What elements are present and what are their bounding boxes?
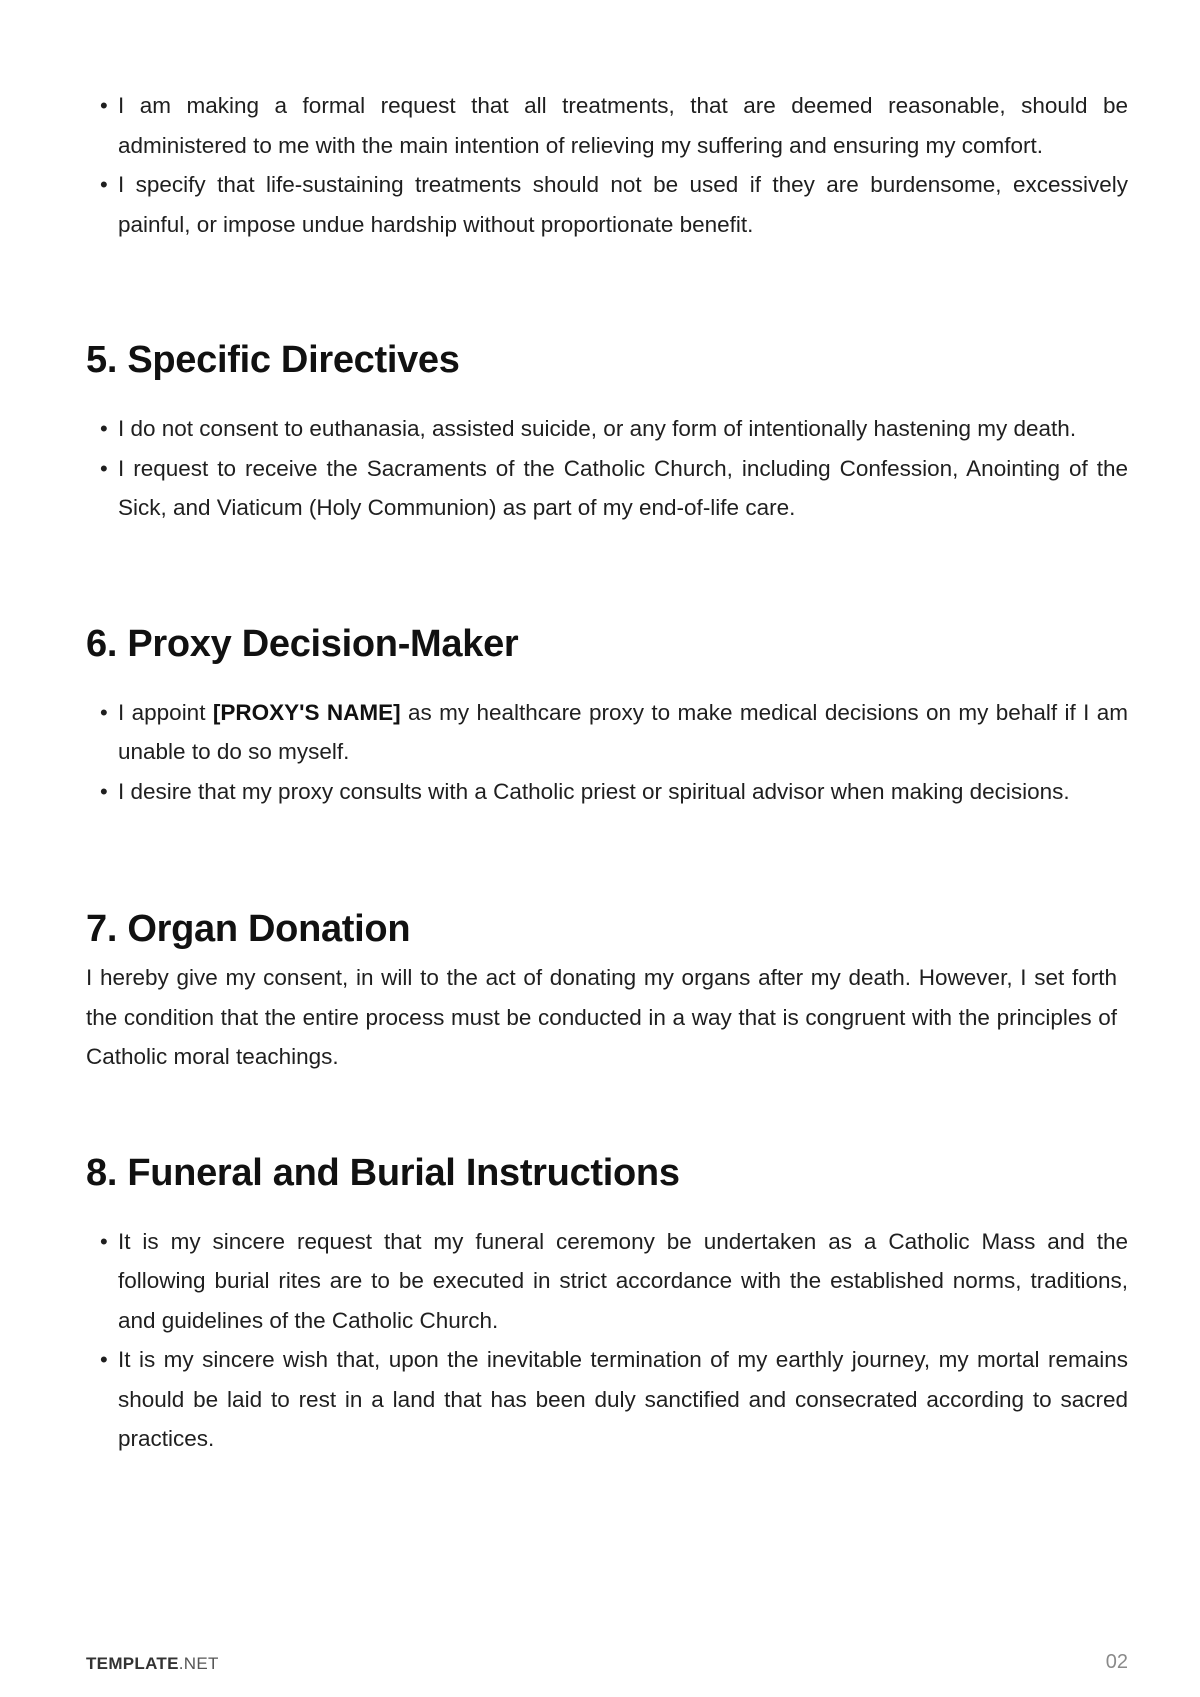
list-item: • I do not consent to euthanasia, assisted suicide, or any form of intentionally hastening my death. <box>118 409 1128 449</box>
list-item <box>118 693 1128 772</box>
section-4-bullet-list <box>86 86 1128 244</box>
document-page <box>86 86 1128 1459</box>
proxy-text-suffix: as my healthcare proxy to make medical decisions on my behalf if I am unable to do so myself. <box>118 699 1128 764</box>
list-item: • I desire that my proxy consults with a Catholic priest or spiritual advisor when making decisions. <box>118 772 1128 812</box>
list-item: • I request to receive the Sacraments of the Catholic Church, including Confession, Anointing of the Sick, and Viaticum (Holy Communion) as part of my end-of-life care. <box>118 449 1128 528</box>
section-8-heading: 8. Funeral and Burial Instructions <box>86 1151 680 1194</box>
section-6-heading: 6. Proxy Decision-Maker <box>86 622 519 665</box>
proxy-text-prefix: I appoint <box>118 699 213 725</box>
section-7-heading: 7. Organ Donation <box>86 908 411 950</box>
list-item: • I am making a formal request that all treatments, that are deemed reasonable, should be administered to me with the main intention of relieving my suffering and ensuring my comfort. <box>118 86 1128 165</box>
section-5-bullet-list <box>86 409 1128 528</box>
footer-brand-logo <box>86 1654 219 1674</box>
page-number: 02 <box>1105 1651 1128 1673</box>
proxy-name-placeholder: [PROXY'S NAME] <box>212 699 401 725</box>
brand-name-suffix: .NET <box>178 1654 219 1673</box>
section-8-bullet-list <box>86 1222 1128 1459</box>
list-item: • I specify that life-sustaining treatments should not be used if they are burdensome, excessively painful, or impose undue hardship without proportionate benefit. <box>118 165 1128 244</box>
section-6-bullet-list <box>86 693 1128 812</box>
section-5-heading: 5. Specific Directives <box>86 339 460 381</box>
list-item: • It is my sincere wish that, upon the inevitable termination of my earthly journey, my mortal remains should be laid to rest in a land that has been duly sanctified and consecrated according to sacred practices. <box>118 1340 1128 1459</box>
list-item: • It is my sincere request that my funeral ceremony be undertaken as a Catholic Mass and the following burial rites are to be executed in strict accordance with the established norms, traditions, and guidelines of the Catholic Church. <box>118 1222 1128 1341</box>
brand-name-bold: TEMPLATE <box>86 1654 179 1673</box>
organ-donation-paragraph: I hereby give my consent, in will to the act of donating my organs after my death. However, I set forth the condition that the entire process must be conducted in a way that is congruent with the principles of Catholic moral teachings. <box>86 965 1117 1069</box>
